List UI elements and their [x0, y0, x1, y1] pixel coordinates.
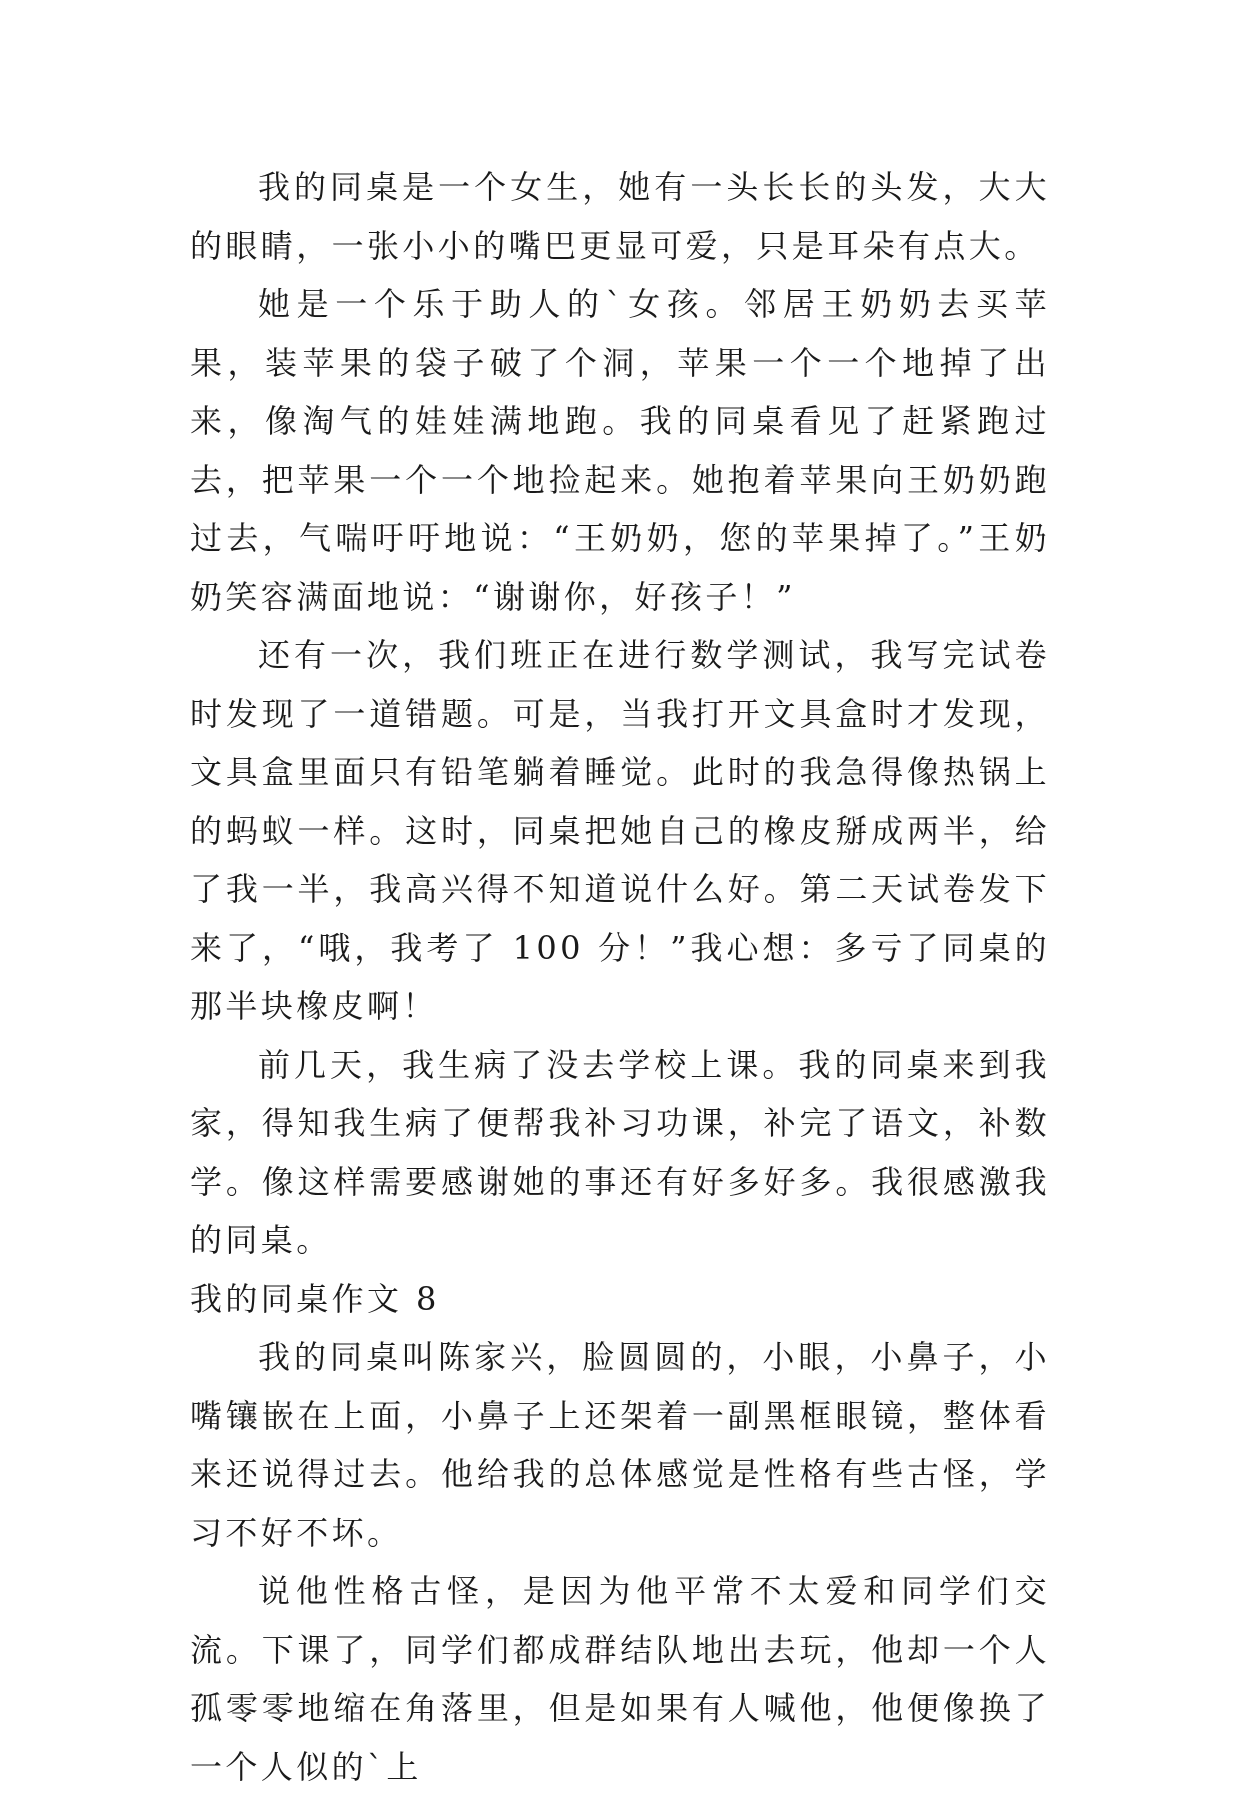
paragraph-4: 前几天，我生病了没去学校上课。我的同桌来到我家，得知我生病了便帮我补习功课，补完了语文，补数学。像这样需要感谢她的事还有好多好多。我很感激我的同桌。 [190, 1045, 1050, 1259]
section-heading: 我的同桌作文 8 [190, 1279, 440, 1318]
paragraph-5: 我的同桌叫陈家兴，脸圆圆的，小眼，小鼻子，小嘴镶嵌在上面，小鼻子上还架着一副黑框眼镜，整体看来还说得过去。他给我的总体感觉是性格有些古怪，学习不好不坏。 [190, 1338, 1050, 1552]
document-body [190, 158, 1050, 1796]
paragraph-6: 说他性格古怪，是因为他平常不太爱和同学们交流。下课了，同学们都成群结队地出去玩，他却一个人孤零零地缩在角落里，但是如果有人喊他，他便像换了一个人似的`上 [190, 1572, 1050, 1786]
paragraph-2: 她是一个乐于助人的`女孩。邻居王奶奶去买苹果，装苹果的袋子破了个洞，苹果一个一个地掉了出来，像淘气的娃娃满地跑。我的同桌看见了赶紧跑过去，把苹果一个一个地捡起来。她抱着苹果向王奶奶跑过去，气喘吁吁地说：“王奶奶，您的苹果掉了。”王奶奶笑容满面地说：“谢谢你，好孩子！” [190, 285, 1050, 616]
paragraph-3: 还有一次，我们班正在进行数学测试，我写完试卷时发现了一道错题。可是，当我打开文具盒时才发现，文具盒里面只有铅笔躺着睡觉。此时的我急得像热锅上的蚂蚁一样。这时，同桌把她自己的橡皮掰成两半，给了我一半，我高兴得不知道说什么好。第二天试卷发下来了，“哦，我考了 100 分！”我心想：多亏了同桌的那半块橡皮啊！ [190, 636, 1050, 1025]
paragraph-1: 我的同桌是一个女生，她有一头长长的头发，大大的眼睛，一张小小的嘴巴更显可爱，只是耳朵有点大。 [190, 168, 1050, 265]
